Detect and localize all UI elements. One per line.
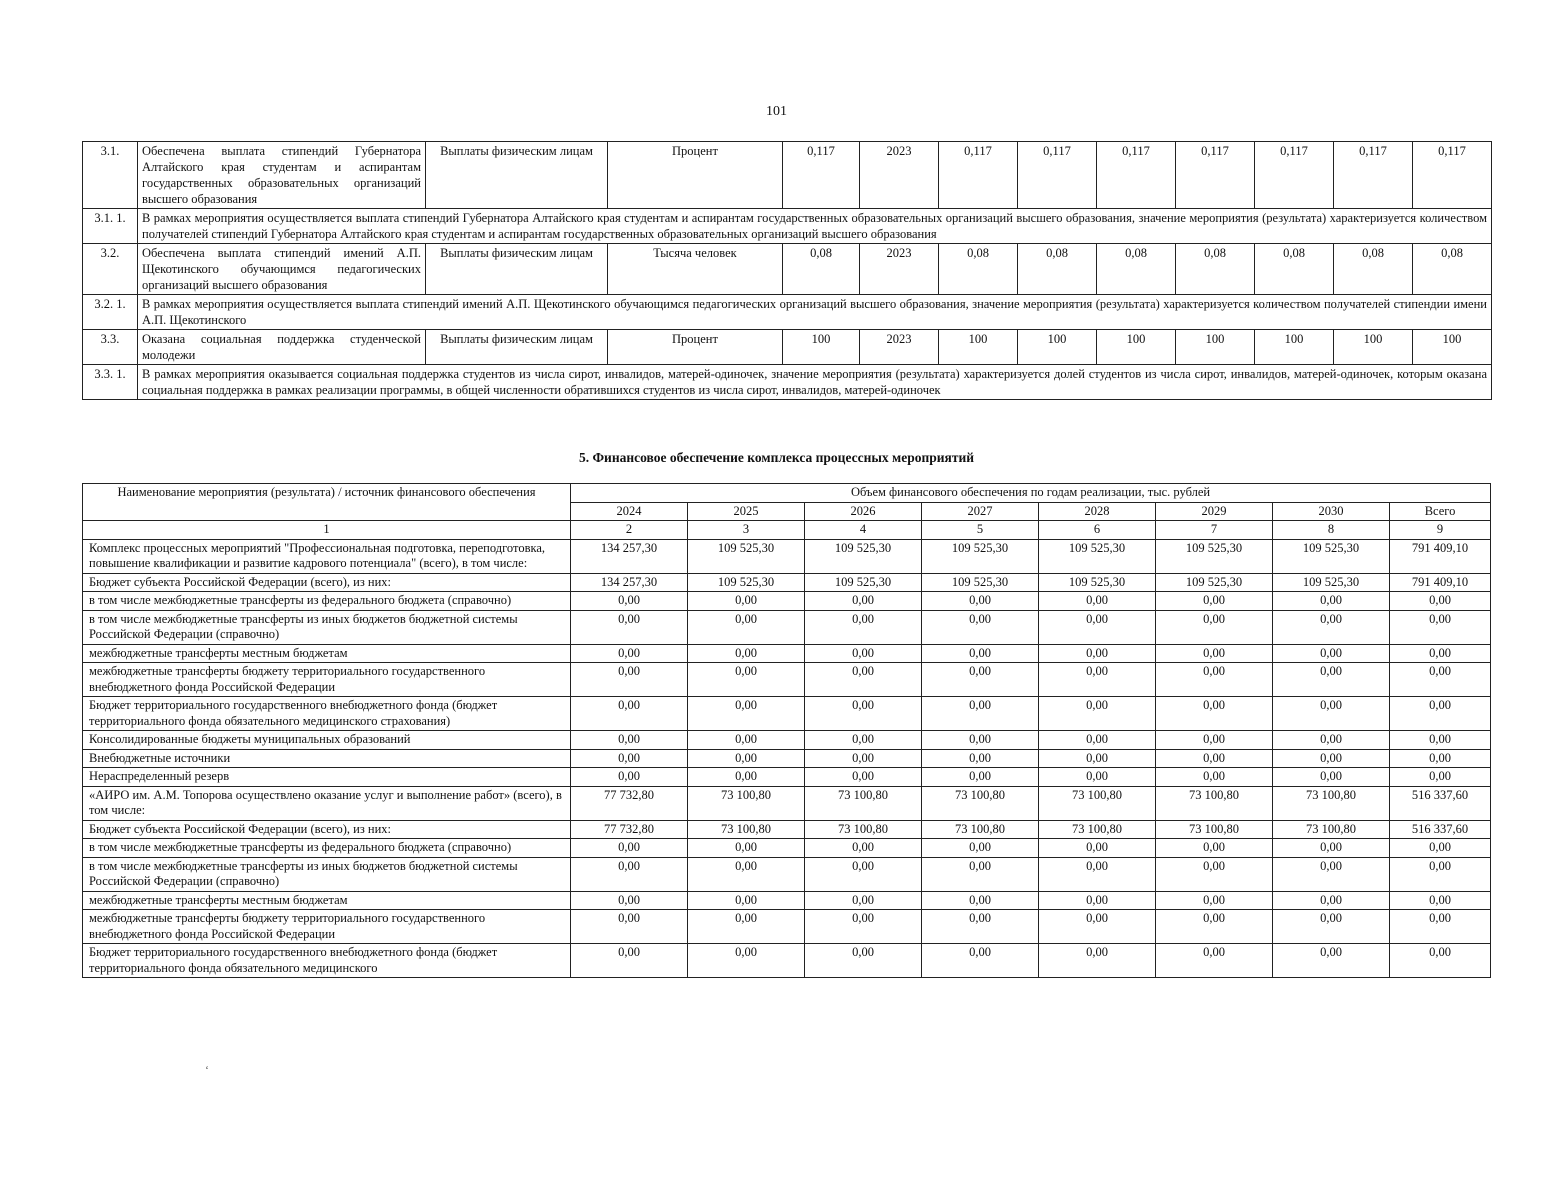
finance-value: 0,00 bbox=[688, 910, 805, 944]
finance-value: 73 100,80 bbox=[1039, 820, 1156, 839]
result-name: Обеспечена выплата стипендий имений А.П. Щекотинского обучающимся педагогических организаций высшего образования bbox=[138, 244, 426, 295]
result-year-value: 0,08 bbox=[1018, 244, 1097, 295]
finance-value: 0,00 bbox=[688, 731, 805, 750]
finance-value: 77 732,80 bbox=[571, 820, 688, 839]
finance-source-name: межбюджетные трансферты местным бюджетам bbox=[83, 891, 571, 910]
result-description-row bbox=[83, 295, 1492, 330]
result-sub-number: 3.3. 1. bbox=[83, 365, 138, 400]
finance-value: 0,00 bbox=[1273, 644, 1390, 663]
finance-value: 0,00 bbox=[805, 731, 922, 750]
finance-value: 0,00 bbox=[805, 592, 922, 611]
result-sub-number: 3.2. 1. bbox=[83, 295, 138, 330]
finance-value: 0,00 bbox=[922, 592, 1039, 611]
finance-value: 791 409,10 bbox=[1390, 573, 1491, 592]
result-year-value: 0,08 bbox=[1255, 244, 1334, 295]
result-base-value: 0,117 bbox=[783, 142, 860, 209]
finance-value: 0,00 bbox=[1156, 857, 1273, 891]
finance-value: 516 337,60 bbox=[1390, 786, 1491, 820]
finance-value: 0,00 bbox=[1390, 644, 1491, 663]
finance-value: 0,00 bbox=[571, 644, 688, 663]
result-description-row bbox=[83, 365, 1492, 400]
finance-value: 0,00 bbox=[1273, 910, 1390, 944]
finance-value: 0,00 bbox=[1156, 592, 1273, 611]
finance-value: 0,00 bbox=[1390, 768, 1491, 787]
result-base-year: 2023 bbox=[860, 142, 939, 209]
finance-value: 0,00 bbox=[1390, 857, 1491, 891]
year-header-cell: 2024 bbox=[571, 502, 688, 521]
finance-value: 0,00 bbox=[688, 891, 805, 910]
result-number: 3.1. bbox=[83, 142, 138, 209]
finance-source-name: Бюджет субъекта Российской Федерации (всего), из них: bbox=[83, 820, 571, 839]
finance-value: 0,00 bbox=[571, 592, 688, 611]
scan-mark: ‘ bbox=[205, 1063, 209, 1077]
header-name-cell: Наименование мероприятия (результата) / источник финансового обеспечения bbox=[83, 484, 571, 521]
finance-value: 0,00 bbox=[1390, 891, 1491, 910]
finance-value: 0,00 bbox=[805, 663, 922, 697]
result-year-value: 100 bbox=[1334, 330, 1413, 365]
finance-value: 73 100,80 bbox=[1273, 786, 1390, 820]
finance-value: 0,00 bbox=[571, 663, 688, 697]
finance-value: 0,00 bbox=[688, 610, 805, 644]
finance-value: 73 100,80 bbox=[688, 820, 805, 839]
finance-value: 0,00 bbox=[1273, 697, 1390, 731]
result-description: В рамках мероприятия осуществляется выплата стипендий Губернатора Алтайского края студентам и аспирантам государственных образовательных организаций высшего образования, значение мероприятия (результата) характеризуется количеством получателей стипендий Губернатора Алтайского края студентам и аспирантам государственных образовательных организаций высшего образования bbox=[138, 209, 1492, 244]
finance-value: 0,00 bbox=[571, 731, 688, 750]
finance-value: 0,00 bbox=[1039, 839, 1156, 858]
finance-value: 73 100,80 bbox=[805, 820, 922, 839]
year-header-cell: 2027 bbox=[922, 502, 1039, 521]
finance-row bbox=[83, 610, 1491, 644]
finance-value: 0,00 bbox=[688, 768, 805, 787]
column-number-cell: 5 bbox=[922, 521, 1039, 540]
finance-value: 73 100,80 bbox=[1156, 786, 1273, 820]
page-number: 101 bbox=[766, 104, 787, 119]
column-number-cell: 4 bbox=[805, 521, 922, 540]
finance-value: 0,00 bbox=[1156, 697, 1273, 731]
column-number-cell: 2 bbox=[571, 521, 688, 540]
result-number: 3.3. bbox=[83, 330, 138, 365]
finance-value: 0,00 bbox=[1039, 592, 1156, 611]
finance-value: 0,00 bbox=[688, 663, 805, 697]
result-year-value: 0,117 bbox=[1334, 142, 1413, 209]
finance-value: 109 525,30 bbox=[922, 539, 1039, 573]
finance-value: 0,00 bbox=[688, 697, 805, 731]
finance-value: 0,00 bbox=[1039, 731, 1156, 750]
finance-value: 0,00 bbox=[1156, 731, 1273, 750]
finance-value: 109 525,30 bbox=[688, 573, 805, 592]
finance-value: 0,00 bbox=[1156, 944, 1273, 978]
finance-source-name: Внебюджетные источники bbox=[83, 749, 571, 768]
finance-source-name: в том числе межбюджетные трансферты из иных бюджетов бюджетной системы Российской Федерации (справочно) bbox=[83, 610, 571, 644]
result-year-value: 0,08 bbox=[939, 244, 1018, 295]
finance-row bbox=[83, 857, 1491, 891]
finance-value: 109 525,30 bbox=[1039, 573, 1156, 592]
column-number-cell: 3 bbox=[688, 521, 805, 540]
finance-source-name: Комплекс процессных мероприятий "Профессиональная подготовка, переподготовка, повышение квалификации и развитие кадрового потенциала" (всего), в том числе: bbox=[83, 539, 571, 573]
result-row bbox=[83, 244, 1492, 295]
finance-value: 73 100,80 bbox=[1273, 820, 1390, 839]
finance-row bbox=[83, 539, 1491, 573]
finance-value: 0,00 bbox=[1039, 749, 1156, 768]
finance-source-name: Нераспределенный резерв bbox=[83, 768, 571, 787]
result-year-value: 100 bbox=[1097, 330, 1176, 365]
finance-value: 0,00 bbox=[1273, 663, 1390, 697]
result-sub-number: 3.1. 1. bbox=[83, 209, 138, 244]
finance-value: 0,00 bbox=[805, 697, 922, 731]
finance-row bbox=[83, 786, 1491, 820]
section-title: 5. Финансовое обеспечение комплекса процессных мероприятий bbox=[578, 450, 975, 465]
finance-value: 0,00 bbox=[688, 592, 805, 611]
finance-value: 0,00 bbox=[1039, 663, 1156, 697]
finance-value: 134 257,30 bbox=[571, 573, 688, 592]
finance-source-name: межбюджетные трансферты бюджету территориального государственного внебюджетного фонда Российской Федерации bbox=[83, 910, 571, 944]
results-table bbox=[82, 141, 1492, 400]
year-header-cell: 2025 bbox=[688, 502, 805, 521]
finance-value: 0,00 bbox=[1156, 644, 1273, 663]
column-number-cell: 1 bbox=[83, 521, 571, 540]
finance-value: 73 100,80 bbox=[922, 820, 1039, 839]
result-year-value: 0,117 bbox=[1097, 142, 1176, 209]
finance-source-name: Бюджет территориального государственного внебюджетного фонда (бюджет территориального фонда обязательного медицинского bbox=[83, 944, 571, 978]
finance-value: 0,00 bbox=[805, 749, 922, 768]
result-name: Оказана социальная поддержка студенческой молодежи bbox=[138, 330, 426, 365]
finance-value: 73 100,80 bbox=[922, 786, 1039, 820]
finance-value: 0,00 bbox=[571, 697, 688, 731]
finance-value: 0,00 bbox=[1390, 910, 1491, 944]
finance-value: 0,00 bbox=[1390, 592, 1491, 611]
finance-row bbox=[83, 891, 1491, 910]
column-number-cell: 9 bbox=[1390, 521, 1491, 540]
finance-value: 73 100,80 bbox=[805, 786, 922, 820]
result-unit: Процент bbox=[608, 330, 783, 365]
finance-value: 0,00 bbox=[1039, 944, 1156, 978]
finance-value: 0,00 bbox=[1156, 891, 1273, 910]
result-row bbox=[83, 330, 1492, 365]
finance-row bbox=[83, 944, 1491, 978]
finance-value: 0,00 bbox=[1039, 644, 1156, 663]
finance-value: 73 100,80 bbox=[1156, 820, 1273, 839]
finance-source-name: Консолидированные бюджеты муниципальных образований bbox=[83, 731, 571, 750]
result-description: В рамках мероприятия осуществляется выплата стипендий имений А.П. Щекотинского обучающимся педагогических организаций высшего образования, значение мероприятия (результата) характеризуется количеством получателей стипендии имени А.П. Щекотинского bbox=[138, 295, 1492, 330]
result-description: В рамках мероприятия оказывается социальная поддержка студентов из числа сирот, инвалидов, матерей-одиночек, значение мероприятия (результата) характеризуется долей студентов из числа сирот, инвалидов, матерей-одиночек, которым оказана социальная поддержка в рамках реализации программы, в общей численности обратившихся студентов из числа сирот, инвалидов, матерей-одиночек bbox=[138, 365, 1492, 400]
finance-value: 0,00 bbox=[922, 857, 1039, 891]
result-year-value: 100 bbox=[1255, 330, 1334, 365]
finance-source-name: межбюджетные трансферты местным бюджетам bbox=[83, 644, 571, 663]
finance-value: 73 100,80 bbox=[688, 786, 805, 820]
finance-value: 0,00 bbox=[571, 891, 688, 910]
finance-value: 0,00 bbox=[1273, 944, 1390, 978]
result-row bbox=[83, 142, 1492, 209]
finance-value: 0,00 bbox=[1390, 663, 1491, 697]
finance-row bbox=[83, 749, 1491, 768]
year-header-cell: Всего bbox=[1390, 502, 1491, 521]
finance-value: 0,00 bbox=[1273, 731, 1390, 750]
finance-value: 109 525,30 bbox=[1039, 539, 1156, 573]
finance-value: 109 525,30 bbox=[1156, 573, 1273, 592]
finance-value: 0,00 bbox=[805, 891, 922, 910]
finance-row bbox=[83, 910, 1491, 944]
finance-value: 109 525,30 bbox=[805, 539, 922, 573]
finance-value: 0,00 bbox=[922, 839, 1039, 858]
finance-value: 0,00 bbox=[688, 749, 805, 768]
finance-source-name: Бюджет субъекта Российской Федерации (всего), из них: bbox=[83, 573, 571, 592]
column-number-cell: 7 bbox=[1156, 521, 1273, 540]
result-unit: Тысяча человек bbox=[608, 244, 783, 295]
finance-value: 134 257,30 bbox=[571, 539, 688, 573]
finance-value: 0,00 bbox=[805, 768, 922, 787]
finance-value: 0,00 bbox=[922, 731, 1039, 750]
finance-table bbox=[82, 483, 1491, 978]
result-year-value: 0,08 bbox=[1176, 244, 1255, 295]
result-year-value: 0,117 bbox=[1413, 142, 1492, 209]
finance-value: 0,00 bbox=[805, 857, 922, 891]
finance-row bbox=[83, 573, 1491, 592]
finance-row bbox=[83, 592, 1491, 611]
finance-value: 0,00 bbox=[1273, 839, 1390, 858]
column-number-cell: 8 bbox=[1273, 521, 1390, 540]
finance-header-row bbox=[83, 484, 1491, 503]
result-unit: Процент bbox=[608, 142, 783, 209]
finance-value: 0,00 bbox=[1039, 910, 1156, 944]
result-name: Обеспечена выплата стипендий Губернатора Алтайского края студентам и аспирантам государственных образовательных организаций высшего образования bbox=[138, 142, 426, 209]
finance-row bbox=[83, 839, 1491, 858]
finance-row bbox=[83, 768, 1491, 787]
finance-value: 0,00 bbox=[1156, 768, 1273, 787]
finance-value: 73 100,80 bbox=[1039, 786, 1156, 820]
finance-value: 0,00 bbox=[1390, 731, 1491, 750]
finance-value: 0,00 bbox=[1156, 749, 1273, 768]
finance-source-name: «АИРО им. А.М. Топорова осуществлено оказание услуг и выполнение работ» (всего), в том числе: bbox=[83, 786, 571, 820]
finance-value: 0,00 bbox=[922, 891, 1039, 910]
finance-value: 0,00 bbox=[688, 839, 805, 858]
result-number: 3.2. bbox=[83, 244, 138, 295]
result-year-value: 100 bbox=[1176, 330, 1255, 365]
finance-value: 0,00 bbox=[1156, 610, 1273, 644]
result-base-value: 100 bbox=[783, 330, 860, 365]
finance-value: 0,00 bbox=[1039, 891, 1156, 910]
column-number-cell: 6 bbox=[1039, 521, 1156, 540]
finance-value: 0,00 bbox=[1273, 749, 1390, 768]
finance-source-name: в том числе межбюджетные трансферты из федерального бюджета (справочно) bbox=[83, 839, 571, 858]
finance-value: 0,00 bbox=[571, 610, 688, 644]
finance-value: 0,00 bbox=[571, 910, 688, 944]
finance-value: 0,00 bbox=[1390, 610, 1491, 644]
result-year-value: 0,08 bbox=[1413, 244, 1492, 295]
finance-value: 516 337,60 bbox=[1390, 820, 1491, 839]
finance-value: 0,00 bbox=[1390, 697, 1491, 731]
finance-value: 0,00 bbox=[688, 644, 805, 663]
finance-value: 0,00 bbox=[922, 663, 1039, 697]
finance-value: 0,00 bbox=[688, 857, 805, 891]
finance-source-name: в том числе межбюджетные трансферты из федерального бюджета (справочно) bbox=[83, 592, 571, 611]
finance-value: 0,00 bbox=[1390, 749, 1491, 768]
finance-value: 0,00 bbox=[805, 944, 922, 978]
finance-value: 0,00 bbox=[571, 944, 688, 978]
finance-value: 0,00 bbox=[571, 749, 688, 768]
finance-row bbox=[83, 731, 1491, 750]
result-year-value: 100 bbox=[939, 330, 1018, 365]
year-header-cell: 2030 bbox=[1273, 502, 1390, 521]
finance-value: 109 525,30 bbox=[1156, 539, 1273, 573]
finance-value: 791 409,10 bbox=[1390, 539, 1491, 573]
finance-row bbox=[83, 697, 1491, 731]
finance-value: 0,00 bbox=[805, 839, 922, 858]
result-year-value: 0,117 bbox=[1018, 142, 1097, 209]
finance-value: 109 525,30 bbox=[1273, 539, 1390, 573]
finance-value: 0,00 bbox=[922, 768, 1039, 787]
finance-value: 109 525,30 bbox=[1273, 573, 1390, 592]
finance-value: 0,00 bbox=[922, 944, 1039, 978]
finance-value: 0,00 bbox=[922, 697, 1039, 731]
finance-value: 0,00 bbox=[1039, 768, 1156, 787]
finance-source-name: межбюджетные трансферты бюджету территориального государственного внебюджетного фонда Российской Федерации bbox=[83, 663, 571, 697]
finance-value: 0,00 bbox=[805, 644, 922, 663]
finance-value: 0,00 bbox=[1390, 944, 1491, 978]
result-year-value: 0,08 bbox=[1334, 244, 1413, 295]
result-type: Выплаты физическим лицам bbox=[426, 330, 608, 365]
finance-value: 0,00 bbox=[922, 910, 1039, 944]
finance-value: 109 525,30 bbox=[805, 573, 922, 592]
finance-value: 0,00 bbox=[922, 749, 1039, 768]
finance-value: 0,00 bbox=[922, 610, 1039, 644]
year-header-cell: 2026 bbox=[805, 502, 922, 521]
finance-source-name: Бюджет территориального государственного внебюджетного фонда (бюджет территориального фонда обязательного медицинского страхования) bbox=[83, 697, 571, 731]
finance-row bbox=[83, 644, 1491, 663]
result-year-value: 0,117 bbox=[939, 142, 1018, 209]
finance-value: 0,00 bbox=[571, 768, 688, 787]
result-year-value: 0,08 bbox=[1097, 244, 1176, 295]
finance-value: 0,00 bbox=[1273, 891, 1390, 910]
finance-value: 0,00 bbox=[1156, 839, 1273, 858]
finance-value: 0,00 bbox=[1156, 910, 1273, 944]
result-base-year: 2023 bbox=[860, 330, 939, 365]
finance-row bbox=[83, 663, 1491, 697]
finance-value: 0,00 bbox=[805, 610, 922, 644]
finance-source-name: в том числе межбюджетные трансферты из иных бюджетов бюджетной системы Российской Федерации (справочно) bbox=[83, 857, 571, 891]
finance-row bbox=[83, 820, 1491, 839]
result-year-value: 0,117 bbox=[1255, 142, 1334, 209]
result-base-value: 0,08 bbox=[783, 244, 860, 295]
finance-value: 0,00 bbox=[1039, 697, 1156, 731]
finance-value: 0,00 bbox=[922, 644, 1039, 663]
finance-value: 77 732,80 bbox=[571, 786, 688, 820]
result-year-value: 0,117 bbox=[1176, 142, 1255, 209]
finance-value: 0,00 bbox=[688, 944, 805, 978]
finance-value: 109 525,30 bbox=[688, 539, 805, 573]
finance-value: 0,00 bbox=[1273, 768, 1390, 787]
result-description-row bbox=[83, 209, 1492, 244]
result-year-value: 100 bbox=[1413, 330, 1492, 365]
result-type: Выплаты физическим лицам bbox=[426, 142, 608, 209]
result-base-year: 2023 bbox=[860, 244, 939, 295]
result-year-value: 100 bbox=[1018, 330, 1097, 365]
result-type: Выплаты физическим лицам bbox=[426, 244, 608, 295]
finance-value: 0,00 bbox=[1156, 663, 1273, 697]
finance-value: 0,00 bbox=[1390, 839, 1491, 858]
finance-value: 0,00 bbox=[1039, 857, 1156, 891]
finance-value: 0,00 bbox=[571, 839, 688, 858]
year-header-cell: 2029 bbox=[1156, 502, 1273, 521]
finance-value: 0,00 bbox=[1273, 857, 1390, 891]
finance-value: 0,00 bbox=[1273, 610, 1390, 644]
finance-value: 109 525,30 bbox=[922, 573, 1039, 592]
header-volume-cell: Объем финансового обеспечения по годам реализации, тыс. рублей bbox=[571, 484, 1491, 503]
finance-value: 0,00 bbox=[805, 910, 922, 944]
finance-value: 0,00 bbox=[1039, 610, 1156, 644]
year-header-cell: 2028 bbox=[1039, 502, 1156, 521]
column-numbers-row bbox=[83, 521, 1491, 540]
finance-value: 0,00 bbox=[571, 857, 688, 891]
finance-value: 0,00 bbox=[1273, 592, 1390, 611]
